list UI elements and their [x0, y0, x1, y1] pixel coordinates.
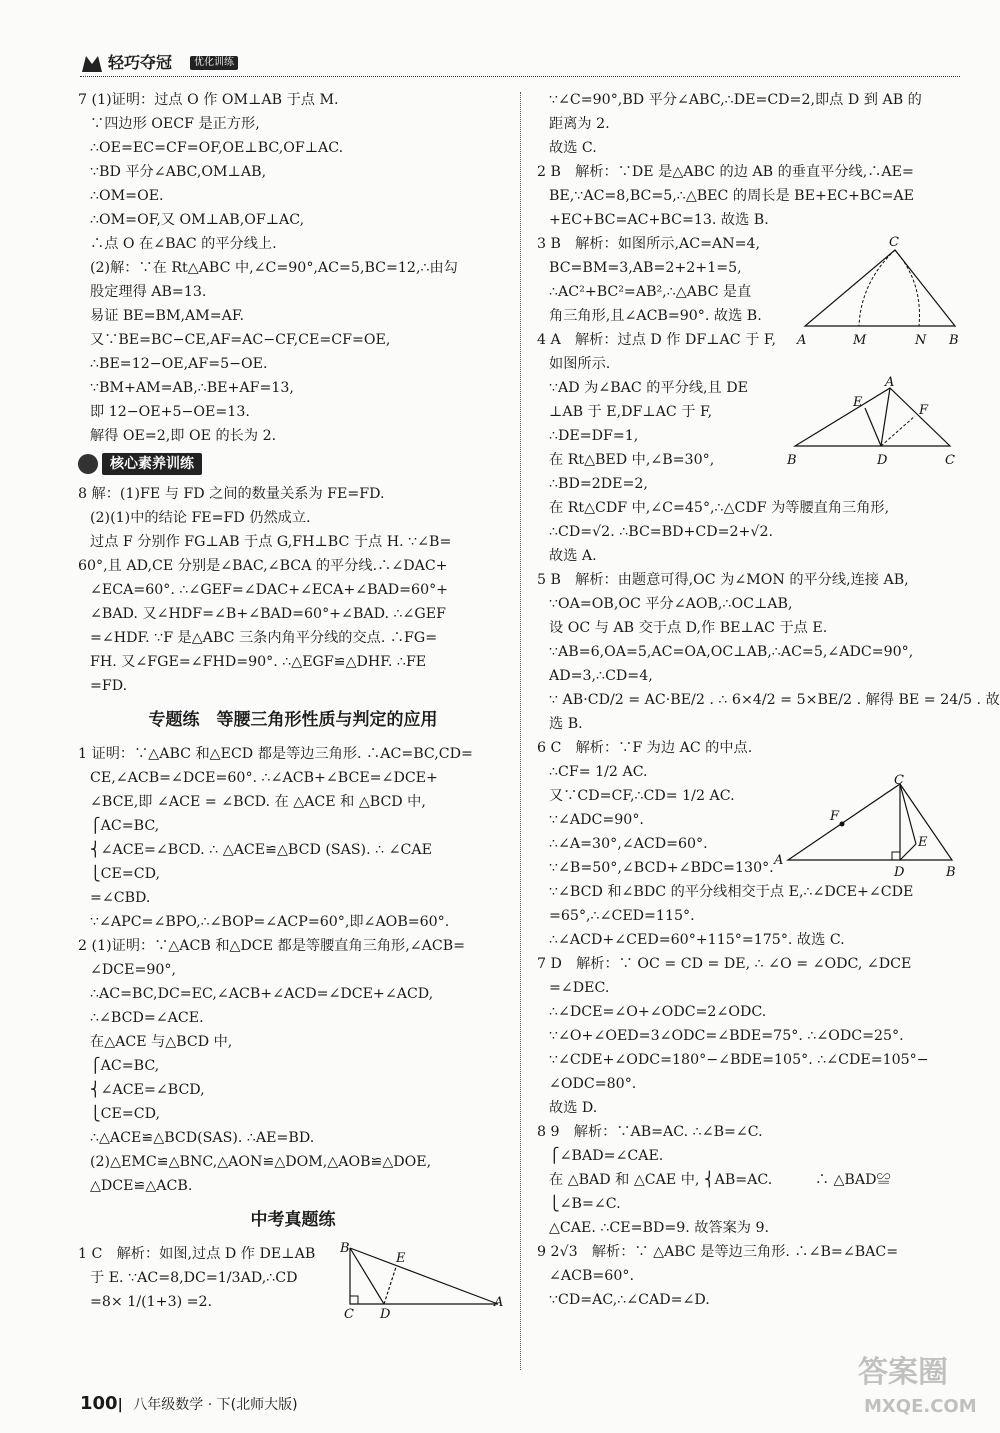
text-line: BE,∵AC=8,BC=5,∴△BEC 的周长是 BE+EC+BC=AE: [549, 188, 914, 204]
text-line: ∴OE=EC=CF=OF,OE⊥BC,OF⊥AC.: [90, 140, 344, 156]
text-line: ⎧AC=BC,: [90, 1058, 160, 1074]
text-line: ∠BCE,即 ∠ACE = ∠BCD. 在 △ACE 和 △BCD 中,: [90, 794, 426, 810]
figure-q3: [795, 232, 965, 350]
book-title: 八年级数学 · 下(北师大版): [133, 1397, 298, 1413]
section-title-exam: 中考真题练: [250, 1210, 336, 1230]
figure-label: A: [797, 333, 807, 348]
text-line: ∴∠BCD=∠ACE.: [90, 1010, 204, 1026]
badge-label: 核心素养训练: [102, 453, 202, 475]
figure-label: B: [946, 865, 956, 880]
text-line: ∵OA=OB,OC 平分∠AOB,∴OC⊥AB,: [549, 596, 793, 612]
figure-label: A: [494, 1295, 504, 1310]
text-line: ∴BD=2DE=2,: [549, 476, 648, 492]
text-line: 60°,且 AD,CE 分别是∠BAC,∠BCA 的平分线.∴∠DAC+: [78, 558, 448, 574]
figure-label: A: [774, 853, 784, 868]
page-footer: 100| 八年级数学 · 下(北师大版): [80, 1393, 298, 1414]
text-line: =∠HDF. ∵F 是△ABC 三条内角平分线的交点. ∴FG=: [90, 630, 438, 646]
answer-block-7: [78, 88, 508, 448]
figure-label: C: [945, 453, 955, 468]
text-line: ∠DCE=90°,: [90, 962, 177, 978]
text-line: 又∵BE=BC−CE,AF=AC−CF,CE=CF=OE,: [90, 332, 391, 348]
text-line: 在 △BAD 和 △CAE 中, ⎨AB=AC. ∴ △BAD≌: [549, 1172, 891, 1188]
text-line: 即 12−OE+5−OE=13.: [90, 404, 250, 420]
text-line: CE,∠ACB=∠DCE=60°. ∴∠ACB+∠BCE=∠DCE+: [90, 770, 438, 786]
text-line: FH. 又∠FGE=∠FHD=90°. ∴△EGF≌△DHF. ∴FE: [90, 654, 427, 670]
text-line: ∵AB=6,OA=5,AC=OA,OC⊥AB,∴AC=5,∠ADC=90°,: [549, 644, 914, 660]
figure-label: C: [889, 235, 899, 250]
text-line: 在△ACE 与△BCD 中,: [90, 1034, 233, 1050]
text-line: (2)△EMC≌△BNC,△AON≌△DOM,△AOB≌△DOE,: [90, 1154, 432, 1170]
text-line: 在 Rt△CDF 中,∠C=45°,∴△CDF 为等腰直角三角形,: [549, 500, 890, 516]
text-line: ∴CD=√2. ∴BC=BD+CD=2+√2.: [549, 524, 773, 540]
text-line: =65°,∴∠CED=115°.: [549, 908, 695, 924]
figure-label: C: [894, 774, 904, 788]
text-line: (2)解：∵在 Rt△ABC 中,∠C=90°,AC=5,BC=12,∴由勾: [90, 260, 458, 276]
text-line: △CAE. ∴CE=BD=9. 故答案为 9.: [549, 1220, 770, 1236]
text-line: ∵BM+AM=AB,∴BE+AF=13,: [90, 380, 294, 396]
text-line: 7 (1)证明：过点 O 作 OM⊥AB 于点 M.: [78, 92, 339, 108]
text-line: 8 9 解析：∵AB=AC. ∴∠B=∠C.: [537, 1124, 763, 1140]
text-line: ∴△ACE≌△BCD(SAS). ∴AE=BD.: [90, 1130, 315, 1146]
figure-label: E: [853, 395, 863, 410]
text-line: △DCE≌△ACB.: [90, 1178, 193, 1194]
text-line: 7 D 解析：∵ OC = CD = DE, ∴ ∠O = ∠ODC, ∠DCE: [537, 956, 912, 972]
text-line: ⎩CE=CD,: [90, 1106, 160, 1122]
watermark-logo: [850, 1340, 990, 1420]
text-line: 4 A 解析：过点 D 作 DF⊥AC 于 F,: [537, 332, 777, 348]
text-line: ∴∠ACD+∠CED=60°+115°=175°. 故选 C.: [549, 932, 845, 948]
text-line: ∠ECA=60°. ∴∠GEF=∠DAC+∠ECA+∠BAD=60°+: [90, 582, 449, 598]
figure-label: E: [396, 1251, 406, 1266]
text-line: 如图所示.: [549, 356, 611, 372]
text-line: ⊥AB 于 E,DF⊥AC 于 F,: [549, 404, 713, 420]
text-line: =∠DEC.: [549, 980, 610, 996]
logo-icon: [80, 52, 104, 74]
text-line: 6 C 解析：∵F 为边 AC 的中点.: [537, 740, 753, 756]
text-line: 于 E. ∵AC=8,DC=1/3AD,∴CD: [90, 1270, 298, 1286]
text-line: 距离为 2.: [549, 116, 610, 132]
text-line: ∵∠C=90°,BD 平分∠ABC,∴DE=CD=2,即点 D 到 AB 的: [549, 92, 922, 108]
figure-label: D: [894, 865, 905, 880]
text-line: ∵∠O+∠OED=3∠ODC=∠BDE=75°. ∴∠ODC=25°.: [549, 1028, 904, 1044]
text-line: ∵BD 平分∠ABC,OM⊥AB,: [90, 164, 267, 180]
figure-label: C: [344, 1307, 354, 1322]
figure-label: F: [830, 809, 840, 824]
section-badge: [78, 452, 202, 476]
text-line: ∵ AB·CD/2 = AC·BE/2 . ∴ 6×4/2 = 5×BE/2 . 解得 BE = 24/5 . 故: [549, 692, 1000, 708]
series-label: 优化训练: [190, 56, 238, 70]
text-line: 3 B 解析：如图所示,AC=AN=4,: [537, 236, 761, 252]
text-line: ⎩∠B=∠C.: [549, 1196, 621, 1212]
text-line: ⎨∠ACE=∠BCD,: [90, 1082, 205, 1098]
header-rule: [80, 76, 960, 77]
text-line: ∴BE=12−OE,AF=5−OE.: [90, 356, 268, 372]
answer-block-special: [78, 742, 508, 1198]
svg-text:MXQE.COM: MXQE.COM: [864, 1396, 977, 1417]
text-line: ∵∠ADC=90°.: [549, 812, 644, 828]
text-line: ∴∠A=30°,∠ACD=60°.: [549, 836, 708, 852]
figure-label: A: [885, 375, 895, 390]
text-line: 5 B 解析：由题意可得,OC 为∠MON 的平分线,连接 AB,: [537, 572, 909, 588]
text-line: 股定理得 AB=13.: [90, 284, 207, 300]
column-divider: [520, 92, 521, 1370]
text-line: AD=3,∴CD=4,: [549, 668, 653, 684]
figure-q6: [770, 774, 960, 880]
text-line: ∴AC=BC,DC=EC,∠ACB+∠ACD=∠DCE+∠ACD,: [90, 986, 434, 1002]
figure-label: N: [915, 333, 927, 348]
figure-label: F: [919, 403, 929, 418]
text-line: ∴OM=OE.: [90, 188, 164, 204]
text-line: ⎨∠ACE=∠BCD. ∴ △ACE≌△BCD (SAS). ∴ ∠CAE: [90, 842, 432, 858]
text-line: ∵∠BCD 和∠BDC 的平分线相交于点 E,∴∠DCE+∠CDE: [549, 884, 914, 900]
brand-title: 轻巧夺冠: [108, 53, 173, 72]
text-line: 选 B.: [549, 716, 583, 732]
text-line: 解得 OE=2,即 OE 的长为 2.: [90, 428, 277, 444]
text-line: ∴DE=DF=1,: [549, 428, 639, 444]
text-line: (2)(1)中的结论 FE=FD 仍然成立.: [90, 510, 311, 526]
svg-text:答案圈: 答案圈: [858, 1355, 948, 1390]
page-header: [80, 52, 960, 78]
text-line: 1 证明：∵△ABC 和△ECD 都是等边三角形. ∴AC=BC,CD=: [78, 746, 473, 762]
text-line: ∠ODC=80°.: [549, 1076, 637, 1092]
text-line: 9 2√3 解析：∵ △ABC 是等边三角形. ∴∠B=∠BAC=: [537, 1244, 899, 1260]
text-line: ∠BAD. 又∠HDF=∠B+∠BAD=60°+∠BAD. ∴∠GEF: [90, 606, 446, 622]
text-line: 又∵CD=CF,∴CD= 1/2 AC.: [549, 788, 735, 804]
text-line: ∵∠CDE+∠ODC=180°−∠BDE=105°. ∴∠CDE=105°−: [549, 1052, 929, 1068]
text-line: 在 Rt△BED 中,∠B=30°,: [549, 452, 715, 468]
text-line: 2 (1)证明：∵△ACB 和△DCE 都是等腰直角三角形,∠ACB=: [78, 938, 466, 954]
left-column: [78, 88, 508, 1314]
text-line: ∴OM=OF,又 OM⊥AB,OF⊥AC,: [90, 212, 305, 228]
answer-block-8: [78, 482, 508, 698]
text-line: ∴点 O 在∠BAC 的平分线上.: [90, 236, 277, 252]
text-line: 易证 BE=BM,AM=AF.: [90, 308, 245, 324]
figure-label: B: [949, 333, 959, 348]
text-line: ⎧AC=BC,: [90, 818, 160, 834]
figure-label: D: [380, 1307, 391, 1322]
text-line: 故选 C.: [549, 140, 597, 156]
text-line: 角三角形,且∠ACB=90°. 故选 B.: [549, 308, 762, 324]
text-line: 故选 A.: [549, 548, 597, 564]
text-line: 故选 D.: [549, 1100, 598, 1116]
badge-icon: [78, 454, 98, 474]
figure-label: B: [340, 1241, 350, 1256]
text-line: 设 OC 与 AB 交于点 D,作 BE⊥AC 于点 E.: [549, 620, 828, 636]
text-line: ∵CD=AC,∴∠CAD=∠D.: [549, 1292, 710, 1308]
text-line: ∴AC²+BC²=AB²,∴△ABC 是直: [549, 284, 752, 300]
figure-label: B: [787, 453, 797, 468]
text-line: =FD.: [90, 678, 128, 694]
text-line: ∴∠DCE=∠O+∠ODC=2∠ODC.: [549, 1004, 767, 1020]
text-line: ∵AD 为∠BAC 的平分线,且 DE: [549, 380, 748, 396]
section-title-special: 专题练 等腰三角形性质与判定的应用: [148, 710, 438, 730]
text-line: BC=BM=3,AB=2+2+1=5,: [549, 260, 742, 276]
text-line: +EC+BC=AC+BC=13. 故选 B.: [549, 212, 769, 228]
figure-label: D: [877, 453, 888, 468]
text-line: ∵∠APC=∠BPO,∴∠BOP=∠ACP=60°,即∠AOB=60°.: [90, 914, 450, 930]
figure-q4: [785, 374, 960, 470]
text-line: ∴CF= 1/2 AC.: [549, 764, 648, 780]
figure-label: E: [918, 835, 928, 850]
text-line: ⎧∠BAD=∠CAE.: [549, 1148, 664, 1164]
page-number: 100: [80, 1393, 118, 1414]
text-line: ⎩CE=CD,: [90, 866, 160, 882]
figure-q1: [340, 1240, 510, 1322]
text-line: 1 C 解析：如图,过点 D 作 DE⊥AB: [78, 1246, 316, 1262]
text-line: ∵四边形 OECF 是正方形,: [90, 116, 260, 132]
text-line: =8× 1/(1+3) =2.: [90, 1294, 213, 1310]
text-line: 2 B 解析：∵DE 是△ABC 的边 AB 的垂直平分线,∴AE=: [537, 164, 914, 180]
text-line: 过点 F 分别作 FG⊥AB 于点 G,FH⊥BC 于点 H. ∵∠B=: [90, 534, 452, 550]
text-line: 8 解：(1)FE 与 FD 之间的数量关系为 FE=FD.: [78, 486, 385, 502]
text-line: ∵∠B=50°,∠BCD+∠BDC=130°.: [549, 860, 774, 876]
text-line: =∠CBD.: [90, 890, 151, 906]
figure-label: M: [853, 333, 867, 348]
text-line: ∠ACB=60°.: [549, 1268, 634, 1284]
